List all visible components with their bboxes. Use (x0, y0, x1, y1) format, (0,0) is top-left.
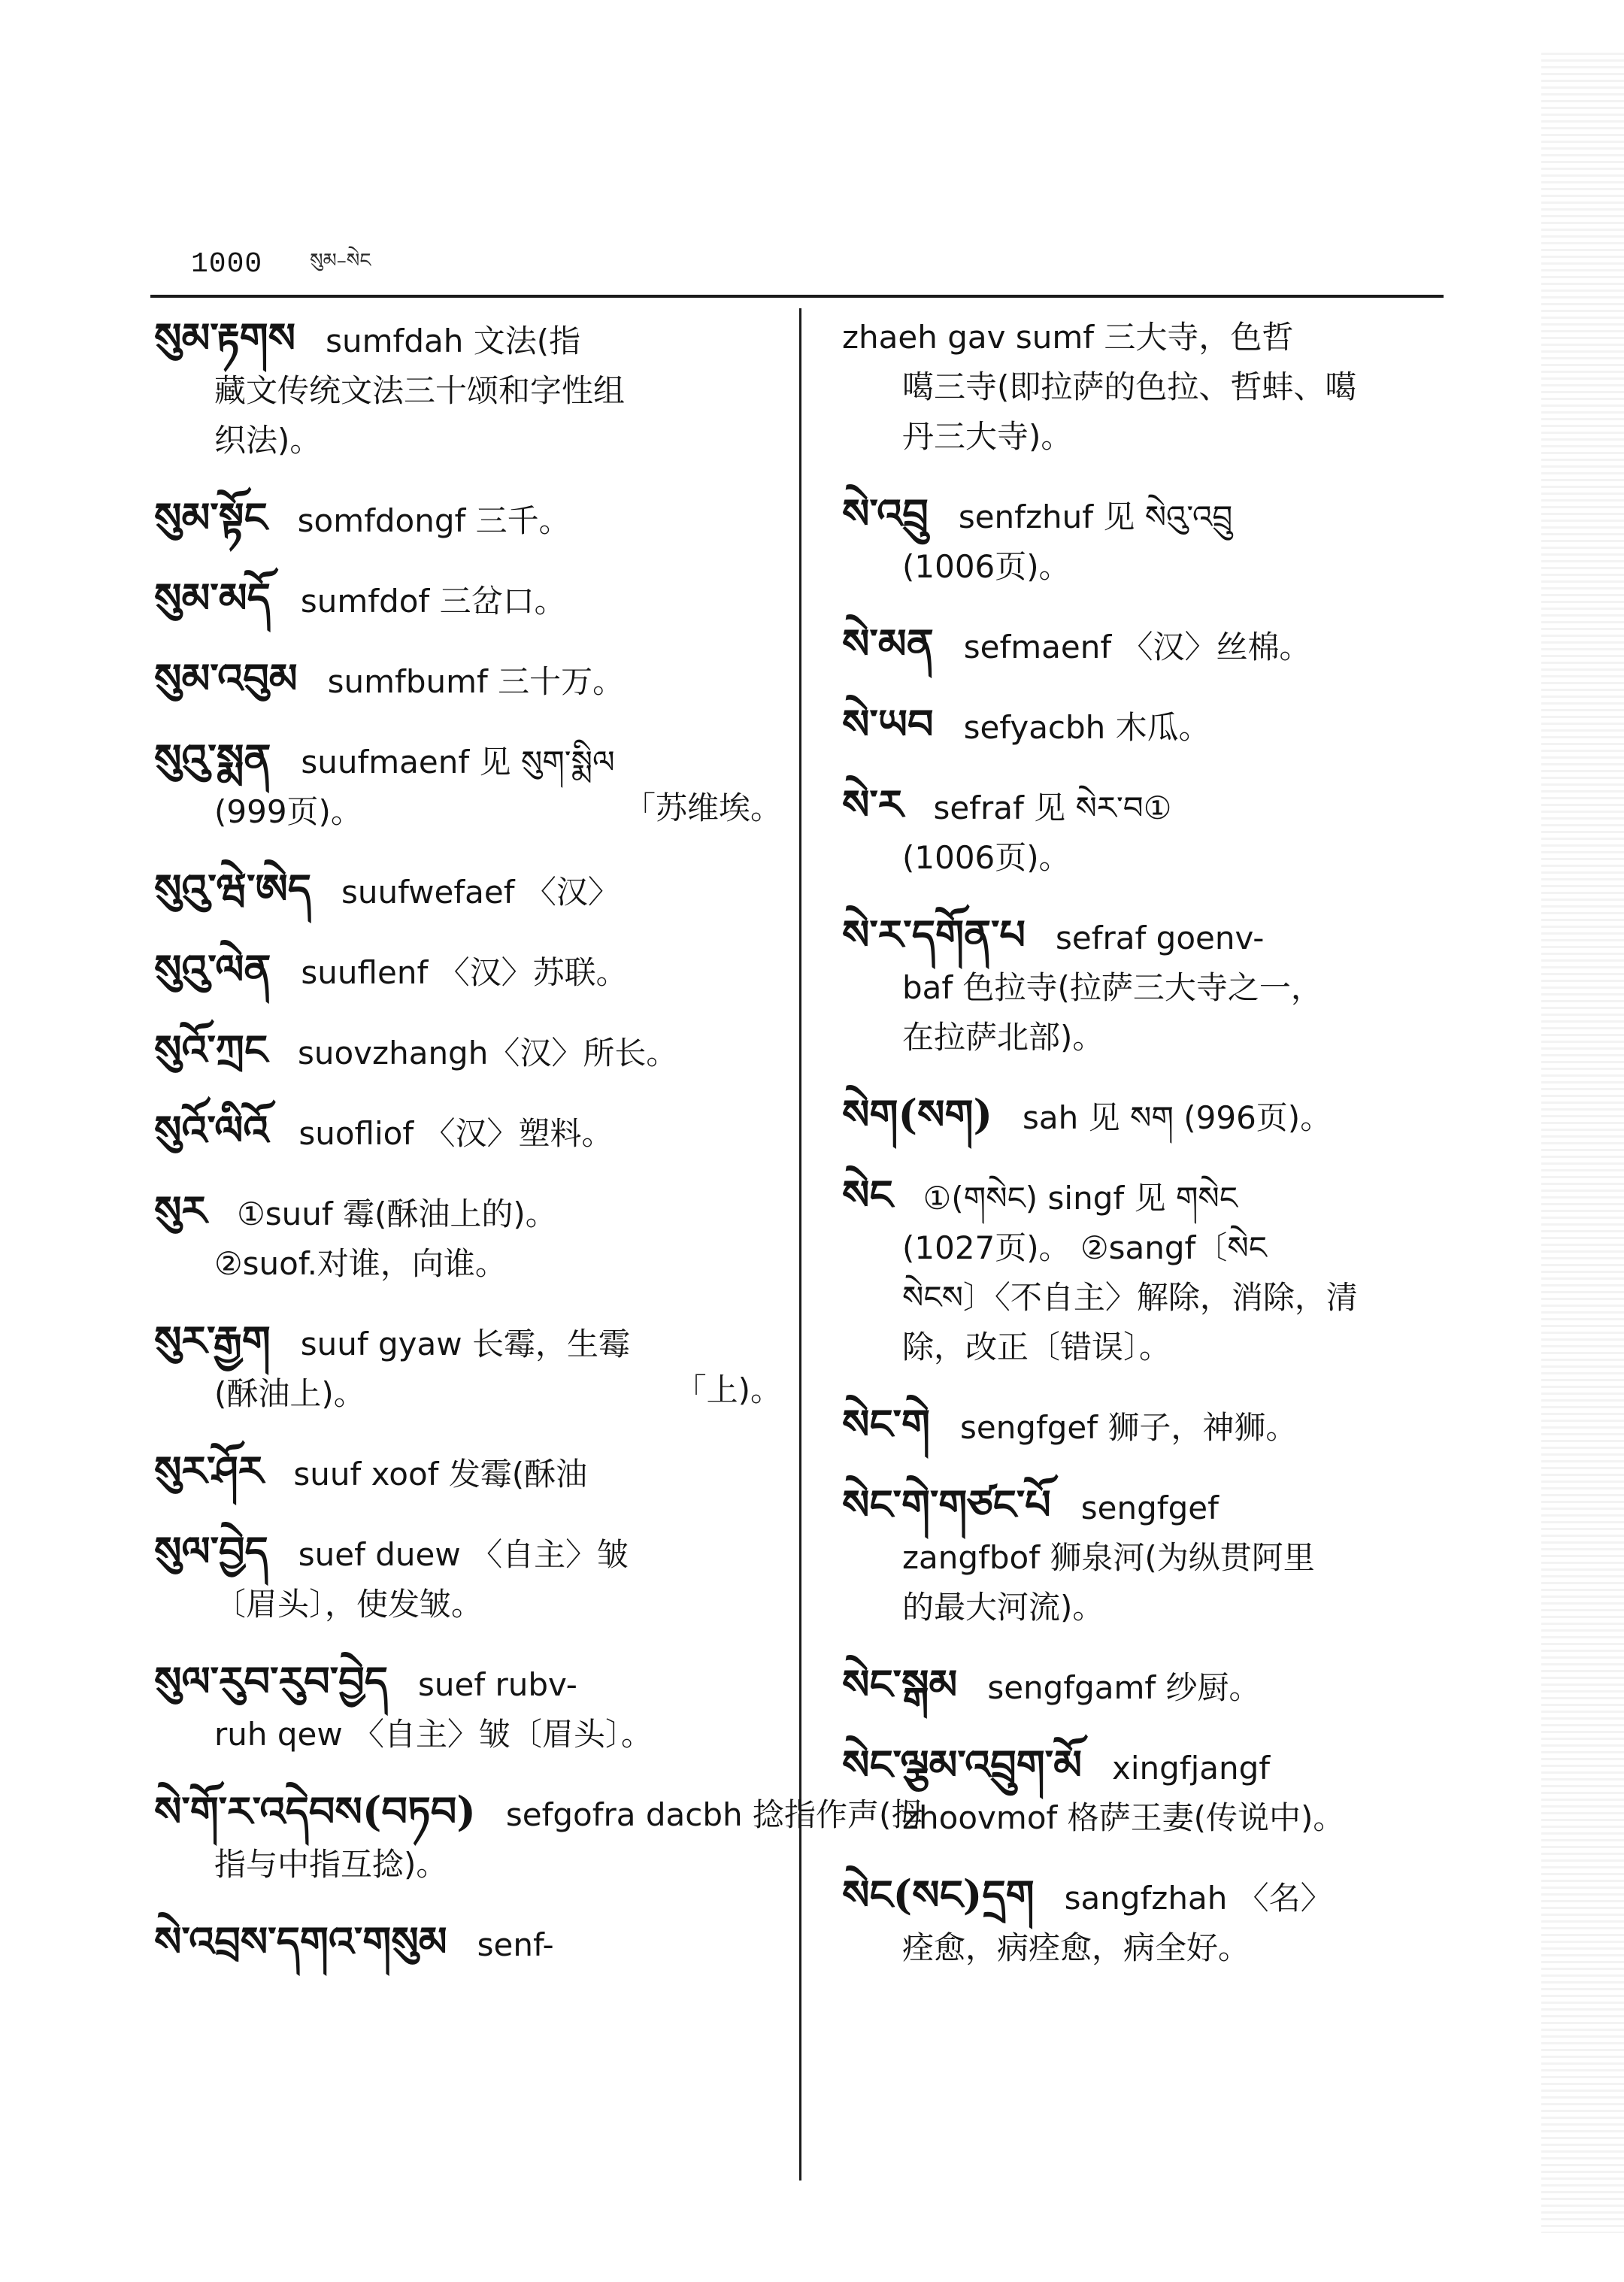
entry-text: sah 见 སག (996页)。 (1023, 1099, 1332, 1136)
dictionary-entry (842, 913, 1474, 1059)
dictionary-entry (154, 1529, 797, 1626)
entry-line (842, 1926, 1474, 1970)
headword-tibetan: སུལ་བྱེད (154, 1527, 268, 1575)
entry-line (842, 1873, 1474, 1920)
entry-line (842, 1226, 1474, 1270)
page-number: 1000 (191, 248, 263, 280)
dictionary-entry (842, 1662, 1474, 1710)
entry-text: 痊愈，病痊愈，病全好。 (902, 1929, 1250, 1966)
entry-text: sefraf 见 སེར་བ① (933, 789, 1172, 826)
headword-tibetan: སེང (842, 1171, 893, 1219)
dictionary-entry (842, 622, 1474, 669)
entry-text: suuflenf 〈汉〉苏联。 (301, 954, 628, 991)
entry-line (154, 1917, 797, 1967)
dictionary-entry (154, 656, 797, 704)
entry-line (154, 1787, 923, 1837)
entry-line (842, 780, 1474, 830)
headword-tibetan: སེ་འབྲས་དགའ་གསུམ (154, 1917, 447, 1965)
entry-line (842, 836, 1474, 880)
entry-line (154, 1659, 797, 1707)
dictionary-entry (154, 1917, 797, 1967)
entry-text: zhoovmof 格萨王妻(传说中)。 (902, 1799, 1345, 1836)
headword-tibetan: སུར (154, 1186, 208, 1235)
entry-text: zangfbof 狮泉河(为纵贯阿里 (902, 1539, 1315, 1576)
entry-line (842, 1743, 1474, 1790)
entry-text: suef rubv- (418, 1666, 577, 1703)
headword-tibetan: སེ་ཡབ (842, 700, 934, 748)
entry-text: sefmaenf 〈汉〉丝棉。 (963, 629, 1311, 665)
headword-tibetan: སུར་རྒྱག (154, 1317, 271, 1365)
entry-text: 在拉萨北部)。 (902, 1019, 1104, 1056)
entry-line (842, 966, 1474, 1010)
entry-text: baf 色拉寺(拉萨三大寺之一， (902, 969, 1323, 1006)
entry-text: sumfdah 文法(指 (326, 323, 581, 359)
entry-text: (999页)。 (214, 793, 362, 830)
entry-line (842, 1173, 1474, 1220)
entry-text: sengfgef (1080, 1490, 1219, 1526)
entry-text: 噶三寺(即拉萨的色拉、哲蚌、噶 (902, 368, 1357, 405)
headword-tibetan: སེང(སང)དྲག (842, 1871, 1035, 1919)
entry-line (154, 1583, 797, 1626)
dictionary-entry (842, 1873, 1474, 1970)
headword-tibetan: སེང་ལྕམ་འབྲུག་མོ (842, 1741, 1082, 1789)
continuation-note: 「苏维埃。 (623, 789, 782, 826)
headword-tibetan: སེ་གོ་ར་འདེབས(བཏབ) (154, 1787, 476, 1835)
entry-text: 丹三大寺)。 (902, 418, 1073, 455)
entry-line (842, 545, 1474, 589)
entry-line (154, 1242, 797, 1286)
entry-line (154, 656, 797, 704)
dictionary-entry (154, 576, 797, 623)
entry-line (154, 316, 797, 363)
entry-text: sefgofra dacbh 捻指作声(拇 (505, 1796, 923, 1833)
entry-line (154, 419, 797, 462)
entry-line (842, 1402, 1474, 1450)
dictionary-entry (154, 1186, 797, 1286)
entry-line (842, 1796, 1474, 1840)
entry-line (842, 1536, 1474, 1580)
headword-tibetan: སེང་གེ (842, 1400, 930, 1448)
entry-text: sefraf goenv- (1056, 920, 1265, 956)
dictionary-entry (154, 867, 797, 914)
headword-tibetan: སེང་སྒམ (842, 1660, 958, 1708)
entry-text: 指与中指互捻)。 (214, 1846, 448, 1883)
headword-tibetan: སུའུ་ལེན (154, 945, 271, 993)
continuation-note: 「上)。 (674, 1371, 782, 1408)
dictionary-entry (154, 1449, 797, 1496)
dictionary-entry (154, 1028, 797, 1075)
entry-line (842, 1662, 1474, 1710)
headword-tibetan: སུའོ་ལིའོ (154, 1106, 269, 1154)
entry-text: suufmaenf 见 སུག་སྨིལ (301, 744, 615, 780)
dictionary-entry (842, 1090, 1474, 1140)
dictionary-entry (154, 1108, 797, 1156)
entry-text: ①(གསེང) singf 见 གསེང (923, 1180, 1238, 1217)
headword-tibetan: སེ་མན (842, 620, 934, 668)
entry-line (154, 1713, 797, 1756)
right-column (842, 316, 1474, 2003)
entry-line (154, 947, 797, 995)
headword-tibetan: སུལ་རུབ་རུབ་བྱེད (154, 1657, 388, 1705)
entry-line (842, 415, 1474, 459)
entry-text: sengfgef 狮子，神狮。 (959, 1409, 1298, 1446)
entry-text: 织法)。 (214, 422, 322, 459)
entry-text: (酥油上)。 (214, 1375, 365, 1412)
headword-tibetan: སུམ་འབུམ (154, 654, 298, 702)
headword-tibetan: སུར་ཤོར (154, 1447, 264, 1495)
dictionary-entry (154, 1659, 797, 1756)
dictionary-entry (842, 316, 1474, 459)
entry-text: sefyacbh 木瓜。 (963, 709, 1210, 746)
entry-text: suuf gyaw 长霉，生霉 (300, 1326, 630, 1362)
headword-tibetan: སུའུ་ཝེ་ཨེད (154, 865, 311, 913)
entry-text: suef duew 〈自主〉皱 (298, 1536, 629, 1573)
header-rule (150, 295, 1444, 298)
entry-line (842, 913, 1474, 960)
entry-text: 除，改正〔错误〕。 (902, 1329, 1171, 1365)
entry-line (842, 1326, 1474, 1369)
dictionary-entry (154, 1787, 923, 1887)
entry-text: sumfdof 三岔口。 (300, 583, 566, 620)
entry-text: suuf xoof 发霉(酥油 (293, 1456, 588, 1493)
entry-text: senfzhuf 见 སེའུ་འབྲུ (958, 499, 1233, 535)
entry-text: suofliof 〈汉〉塑料。 (298, 1115, 614, 1152)
headword-tibetan: སེང་གེ་གཙང་པོ (842, 1480, 1051, 1529)
entry-text: sangfzhah 〈名〉 (1064, 1880, 1332, 1917)
entry-line (842, 1016, 1474, 1059)
entry-text: 〔眉头〕，使发皱。 (214, 1586, 483, 1623)
entry-text: སེངས〕〈不自主〉解除，消除，清 (902, 1279, 1358, 1316)
entry-text: suovzhangh〈汉〉所长。 (297, 1035, 678, 1071)
entry-line (154, 576, 797, 623)
dictionary-entry (842, 1402, 1474, 1450)
dictionary-entry (842, 702, 1474, 750)
entry-text: ruh qew 〈自主〉皱〔眉头〕。 (214, 1716, 653, 1753)
entry-text: ①suuf 霉(酥油上的)。 (237, 1196, 557, 1232)
entry-line (842, 622, 1474, 669)
dictionary-entry (154, 947, 797, 995)
entry-line (842, 1276, 1474, 1320)
headword-tibetan: སུམ་སྟོང (154, 493, 268, 541)
entry-text: (1006页)。 (902, 839, 1071, 876)
entry-line (154, 867, 797, 914)
entry-line (154, 369, 797, 413)
entry-line (154, 1843, 797, 1887)
dictionary-entry (842, 1480, 1474, 1629)
entry-line (842, 1090, 1474, 1140)
entry-text: (1006页)。 (902, 548, 1071, 585)
entry-line (154, 1449, 797, 1496)
dictionary-entry (842, 489, 1474, 589)
entry-text: suufwefaef 〈汉〉 (341, 874, 620, 911)
entry-text: zhaeh gav sumf 三大寺，色哲 (842, 319, 1294, 356)
headword-tibetan: སེ་ར (842, 780, 904, 829)
entry-line (842, 702, 1474, 750)
column-divider (799, 308, 801, 2180)
entry-line (154, 1028, 797, 1075)
entry-line (154, 495, 797, 543)
entry-line (842, 316, 1474, 359)
entry-text: ②suof.对谁，向谁。 (214, 1245, 507, 1282)
dictionary-entry (154, 1319, 797, 1416)
entry-line (154, 1186, 797, 1236)
entry-text: sengfgamf 纱厨。 (987, 1669, 1261, 1706)
headword-tibetan: སེག(སག) (842, 1090, 993, 1138)
entry-text: senf- (477, 1926, 554, 1963)
dictionary-entry (154, 737, 797, 834)
dictionary-entry (154, 316, 797, 462)
page-edge-shadow (1541, 53, 1624, 2233)
dictionary-entry (842, 1173, 1474, 1369)
entry-line (842, 489, 1474, 539)
headword-tibetan: སུའོ་ཀྲང (154, 1026, 268, 1074)
headword-tibetan: སུའུ་སྨན (154, 735, 271, 783)
entry-line (842, 1586, 1474, 1629)
dictionary-entry (842, 1743, 1474, 1840)
entry-line (154, 737, 797, 784)
headword-tibetan: སེ་འབྲུ (842, 489, 929, 538)
dictionary-entry (842, 780, 1474, 880)
entry-text: sumfbumf 三十万。 (327, 663, 625, 700)
entry-line (154, 1108, 797, 1156)
entry-text: (1027页)。 ②sangf〔སེང (902, 1229, 1267, 1266)
headword-tibetan: སེ་ར་དགོན་པ (842, 911, 1026, 959)
entry-line (842, 365, 1474, 409)
entry-text: 藏文传统文法三十颂和字性组 (214, 372, 626, 409)
entry-text: somfdongf 三千。 (297, 502, 571, 539)
headword-tibetan: སུམ་མདོ (154, 574, 271, 622)
dictionary-entry (154, 495, 797, 543)
entry-line (154, 1319, 797, 1366)
entry-text: 的最大河流)。 (902, 1589, 1104, 1626)
headword-tibetan: སུམ་རྟགས (154, 314, 296, 362)
running-head: སུམ–སེང (310, 250, 371, 272)
entry-text: xingfjangf (1111, 1750, 1271, 1787)
entry-line (842, 1480, 1474, 1530)
entry-line (154, 1529, 797, 1577)
